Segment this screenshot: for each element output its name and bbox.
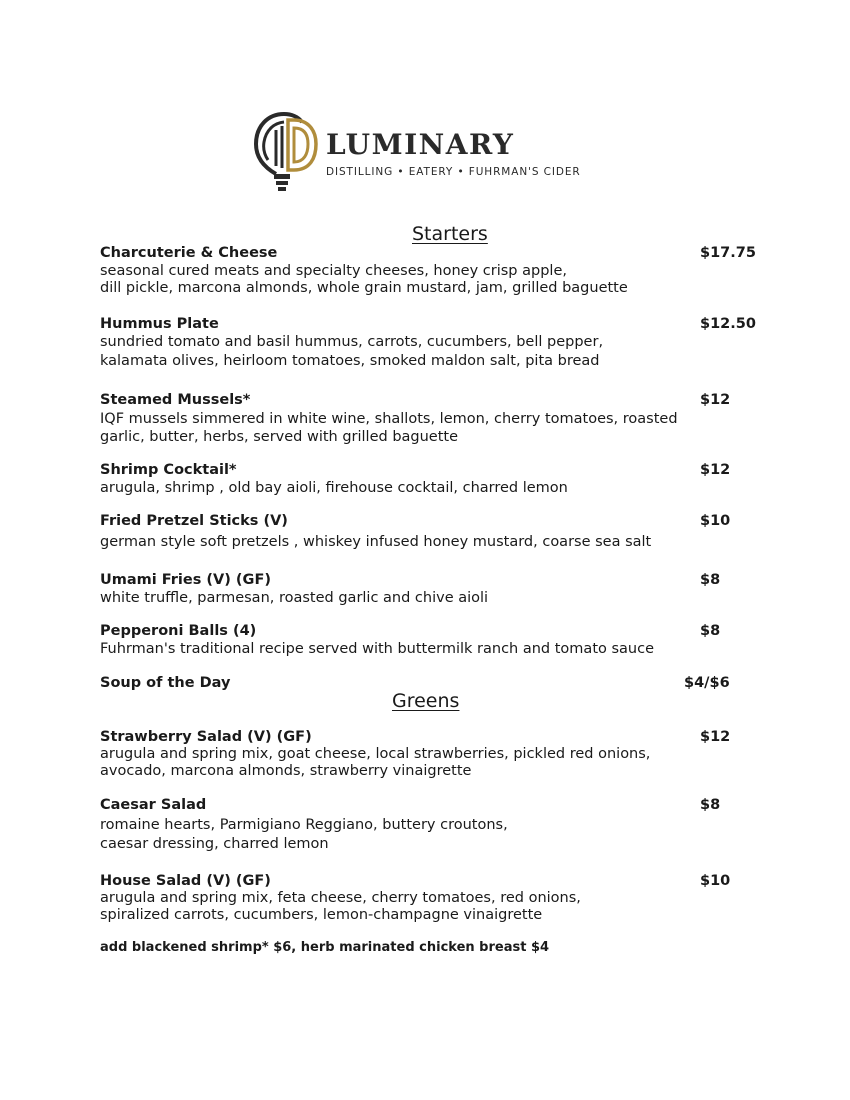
menu-item-description: arugula and spring mix, goat cheese, local strawberries, pickled red onions,	[100, 746, 651, 762]
menu-item-price: $8	[700, 572, 721, 588]
menu-item-name: Hummus Plate	[100, 316, 219, 332]
section-title-starters: Starters	[412, 223, 488, 245]
lightbulb-icon	[254, 110, 318, 194]
luminary-logo	[254, 110, 604, 194]
menu-item-description: Fuhrman's traditional recipe served with buttermilk ranch and tomato sauce	[100, 641, 655, 657]
menu-item-description: sundried tomato and basil hummus, carrots, cucumbers, bell pepper,	[100, 334, 604, 350]
menu-item-description: avocado, marcona almonds, strawberry vinaigrette	[100, 763, 472, 779]
menu-item-price: $8	[700, 623, 721, 639]
menu-item-name: Pepperoni Balls (4)	[100, 623, 257, 639]
menu-item-description: white truffle, parmesan, roasted garlic and chive aioli	[100, 590, 489, 606]
menu-item-price: $12.50	[700, 316, 756, 332]
menu-item-description: arugula, shrimp , old bay aioli, firehouse cocktail, charred lemon	[100, 480, 568, 496]
menu-item-price: $8	[700, 797, 721, 813]
menu-item-name: Shrimp Cocktail*	[100, 462, 237, 478]
menu-item-name: Caesar Salad	[100, 797, 207, 813]
menu-item-price: $10	[700, 873, 731, 889]
menu-item-price: $10	[700, 513, 731, 529]
menu-item-price: $4/$6	[684, 675, 730, 691]
brand-tagline: DISTILLING • EATERY • FUHRMAN'S CIDER	[326, 166, 581, 178]
menu-item-name: Steamed Mussels*	[100, 392, 251, 408]
menu-item-description: romaine hearts, Parmigiano Reggiano, buttery croutons,	[100, 817, 508, 833]
menu-item-description: dill pickle, marcona almonds, whole grain mustard, jam, grilled baguette	[100, 280, 628, 296]
menu-item-name: Fried Pretzel Sticks (V)	[100, 513, 288, 529]
menu-item-name: Strawberry Salad (V) (GF)	[100, 729, 312, 745]
menu-item-price: $17.75	[700, 245, 756, 261]
menu-item-price: $12	[700, 729, 731, 745]
brand-name: LUMINARY	[326, 128, 515, 161]
menu-item-price: $12	[700, 392, 731, 408]
menu-item-name: Umami Fries (V) (GF)	[100, 572, 271, 588]
menu-item-name: House Salad (V) (GF)	[100, 873, 271, 889]
add-on-note: add blackened shrimp* $6, herb marinated chicken breast $4	[100, 940, 550, 955]
menu-item-description: german style soft pretzels , whiskey infused honey mustard, coarse sea salt	[100, 534, 652, 550]
menu-item-description: arugula and spring mix, feta cheese, cherry tomatoes, red onions,	[100, 890, 581, 906]
menu-item-description: garlic, butter, herbs, served with grilled baguette	[100, 429, 459, 445]
menu-item-description: spiralized carrots, cucumbers, lemon-champagne vinaigrette	[100, 907, 543, 923]
section-title-greens: Greens	[392, 690, 460, 712]
menu-item-name: Soup of the Day	[100, 675, 231, 691]
menu-item-name: Charcuterie & Cheese	[100, 245, 278, 261]
menu-item-price: $12	[700, 462, 731, 478]
menu-item-description: seasonal cured meats and specialty cheeses, honey crisp apple,	[100, 263, 567, 279]
menu-item-description: kalamata olives, heirloom tomatoes, smoked maldon salt, pita bread	[100, 353, 600, 369]
menu-item-description: caesar dressing, charred lemon	[100, 836, 329, 852]
menu-item-description: IQF mussels simmered in white wine, shallots, lemon, cherry tomatoes, roasted	[100, 411, 678, 427]
